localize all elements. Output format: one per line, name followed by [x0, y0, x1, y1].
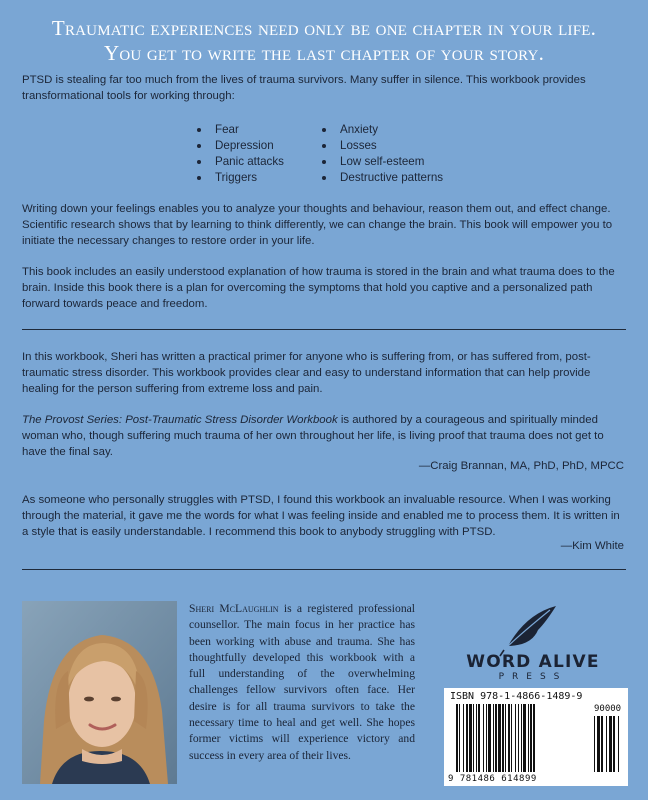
barcode-bar: [528, 704, 529, 772]
list-item: Low self-esteem: [320, 154, 495, 170]
barcode-bar: [459, 704, 460, 772]
list-item: Losses: [320, 138, 495, 154]
endorsement-1-para-1: In this workbook, Sheri has written a practical primer for anyone who is suffering from, or has suffered from, post-traumatic stress disorder. This workbook provides clear and easy to understand information that can help provide healing for the person suffering from extreme loss and pain.: [22, 351, 591, 395]
headline-line-1: Traumatic experiences need only be one chapter in your life.: [51, 16, 597, 40]
barcode-bar: [476, 704, 477, 772]
barcode-bar: [505, 704, 506, 772]
barcode-bar: [483, 704, 484, 772]
barcode-bar: [498, 704, 501, 772]
barcode-bar: [601, 716, 603, 772]
barcode-bar: [613, 716, 615, 772]
price-code: 90000: [594, 704, 622, 714]
endorsement-1-para-2-text: is authored by a courageous and spiritually minded woman who, though suffering much trauma of her own throughout her life, is living proof that trauma does not get to have the final say.: [22, 414, 604, 458]
barcode-bar: [508, 704, 510, 772]
intro-paragraph: PTSD is stealing far too much from the lives of trauma survivors. Many suffer in silence. This workbook provides transformational tools for working through:: [22, 74, 586, 102]
endorsement-2-text: As someone who personally struggles with PTSD, I found this workbook an invaluable resource. When I was working through the material, it gave me the words for what I was feeling inside and enabled me to process them. It is written in a style that is easily understandable. I recommend this book to anybody struggling with PTSD.: [22, 494, 620, 538]
barcode-bar: [515, 704, 516, 772]
struggles-list: [195, 122, 495, 186]
barcode-bar: [502, 704, 504, 772]
barcode-bar: [486, 704, 487, 772]
barcode-bar: [463, 704, 464, 772]
endorsement-1-para-2: [22, 413, 626, 460]
barcode-bar: [456, 704, 458, 772]
barcode-bar: [609, 716, 612, 772]
barcode-bar: [521, 704, 522, 772]
author-portrait-image: [22, 601, 177, 784]
barcode-bar: [518, 704, 519, 772]
barcode-bar: [523, 704, 526, 772]
writing-paragraph: Writing down your feelings enables you to analyze your thoughts and behaviour, reason them out, and effect change. Scientific research shows that by learning to think differently, we can change the brain. This book will empower you to initiate the necessary changes to restore order in your life.: [22, 203, 613, 247]
barcode-bar: [606, 716, 607, 772]
barcode-bar: [478, 704, 480, 772]
barcode-bar: [594, 716, 595, 772]
divider-top: [22, 329, 626, 330]
publisher-sub: PRESS: [498, 672, 568, 682]
barcode-bar: [493, 704, 494, 772]
list-item: Fear: [195, 122, 320, 138]
barcode-bar: [469, 704, 472, 772]
barcode-bar: [530, 704, 532, 772]
divider-bottom: [22, 569, 626, 570]
author-bio-text: is a registered professional counsellor. The main focus in her practice has been working with abuse and trauma. She has thoughtfully developed this workbook with a full understanding of the overwhelming challenges fellow survivors often face. Her desire is for all trauma survivors to take the necessary time to heal and get well. She hopes former victims will experience victory and success in every area of their lives.: [189, 602, 415, 762]
list-item: Anxiety: [320, 122, 495, 138]
includes-paragraph: This book includes an easily understood explanation of how trauma is stored in the brain and what trauma does to the brain. Inside this book there is a plan for overcoming the symptoms that hold you captive and a personalized path forward towards peace and freedom.: [22, 266, 615, 310]
list-item: Destructive patterns: [320, 170, 495, 186]
author-photo: [22, 601, 177, 784]
list-item: Depression: [195, 138, 320, 154]
list-item: Panic attacks: [195, 154, 320, 170]
barcode-bar: [466, 704, 468, 772]
isbn-text: ISBN 978-1-4866-1489-9: [450, 691, 583, 702]
barcode-digits: 9 781486 614899: [448, 774, 537, 784]
book-title: The Provost Series: Post-Traumatic Stress Disorder Workbook: [22, 414, 338, 426]
headline-line-2: You get to write the last chapter of your story.: [103, 41, 545, 65]
barcode-bar: [533, 704, 535, 772]
barcode: [444, 688, 628, 786]
barcode-bar: [495, 704, 497, 772]
list-item: Triggers: [195, 170, 320, 186]
barcode-bars: [444, 688, 628, 786]
barcode-bar: [473, 704, 474, 772]
author-name: Sheri McLaughlin: [189, 602, 279, 615]
author-bio: [189, 601, 415, 764]
barcode-bar: [618, 716, 619, 772]
endorsement-2-attribution: —Kim White: [560, 540, 624, 552]
barcode-bar: [597, 716, 600, 772]
endorsement-1-attribution: —Craig Brannan, MA, PhD, PhD, MPCC: [418, 460, 624, 472]
barcode-bar: [511, 704, 512, 772]
publisher-name: WORD ALIVE: [466, 652, 600, 672]
barcode-bar: [488, 704, 491, 772]
headline: [20, 16, 628, 66]
